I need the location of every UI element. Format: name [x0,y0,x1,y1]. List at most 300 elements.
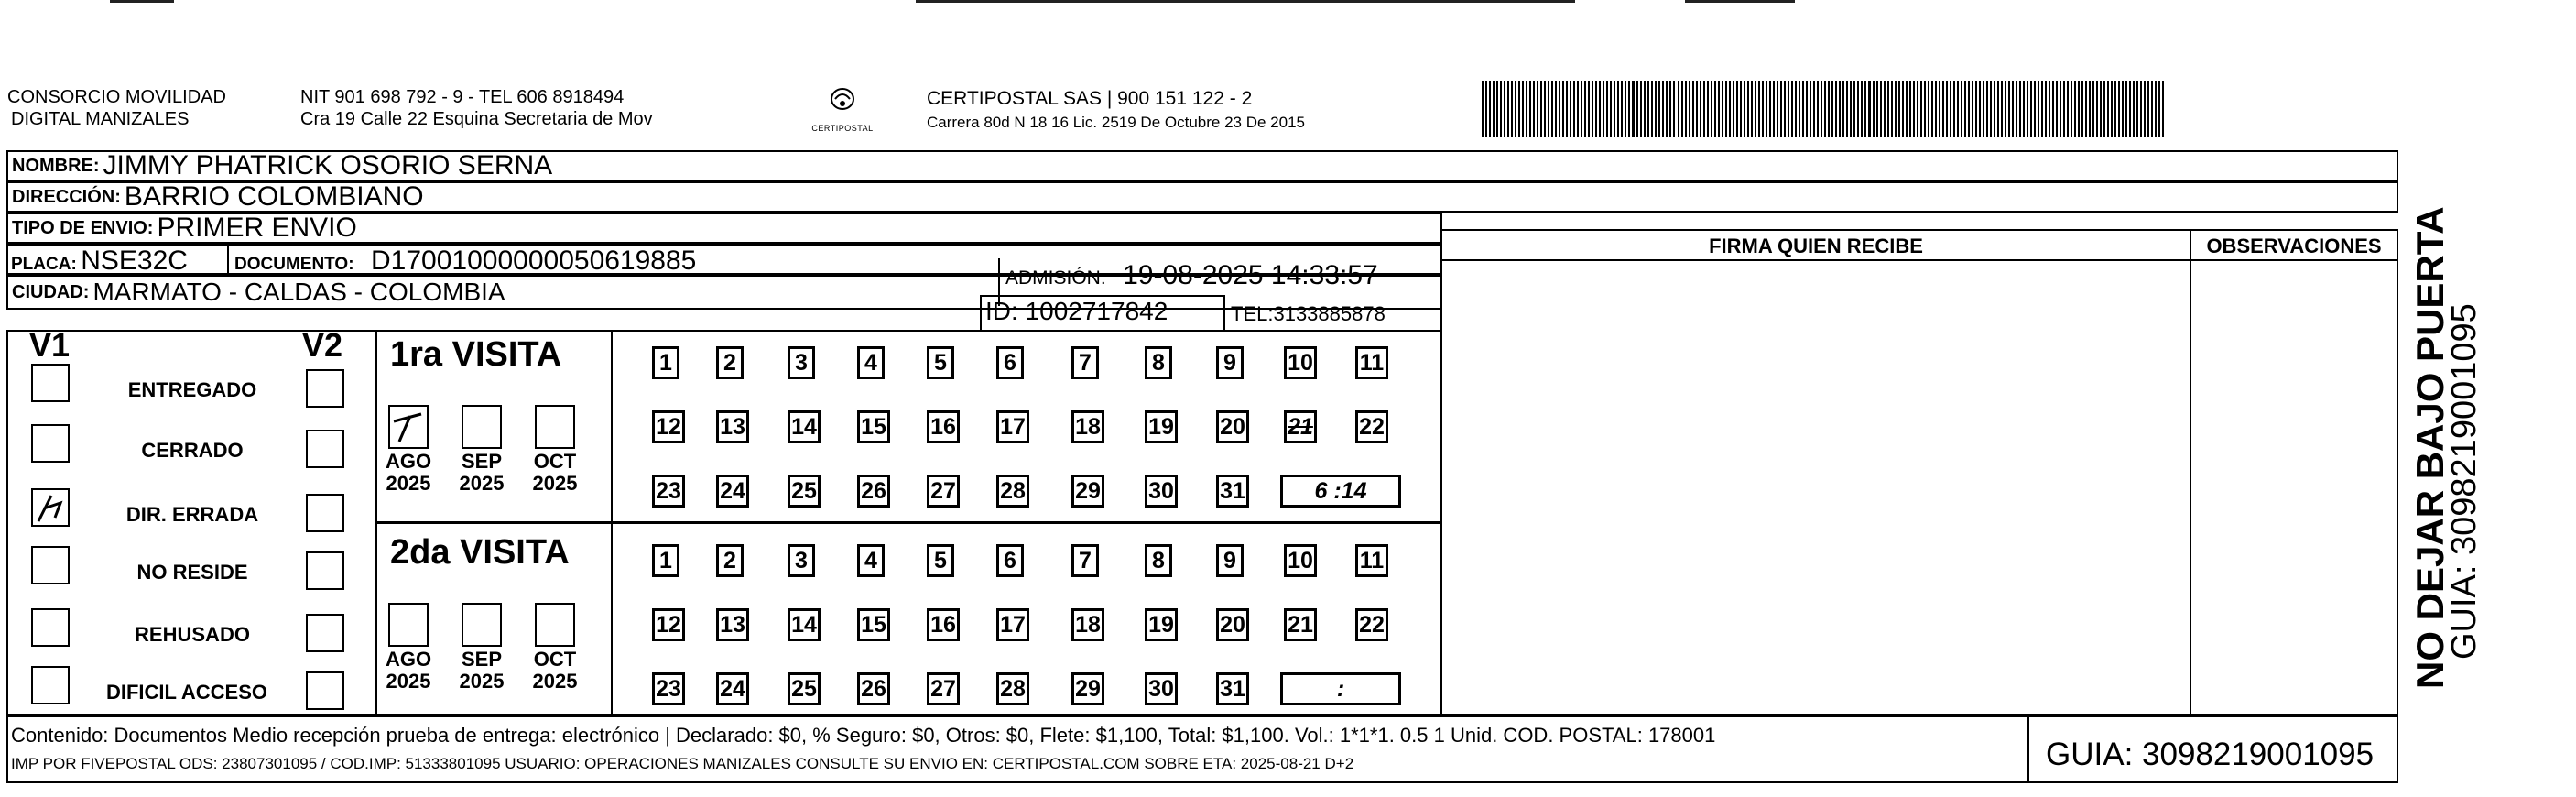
day-box[interactable]: 10 [1284,544,1317,577]
barcode-bar [1647,81,1649,137]
barcode-bar [1573,81,1575,137]
barcode-bar [2012,81,2014,137]
barcode-bar [1570,81,1571,137]
month-year: 2025 [532,472,578,495]
day-box[interactable]: 22 [1355,608,1388,641]
footer-divider [2027,715,2029,783]
tel-cell [1231,302,1386,326]
firma-area [1440,229,2191,715]
barcode-bar [1707,81,1709,137]
day-box[interactable]: 13 [716,608,749,641]
day-box[interactable]: 29 [1071,475,1104,508]
day-box[interactable]: 6 [996,346,1024,379]
day-box[interactable]: 21 [1284,608,1317,641]
barcode-bar [1928,81,1929,137]
time-box[interactable]: 6 :14 [1280,475,1401,508]
top-edge-line-2 [916,0,1575,3]
barcode-bar [1931,81,1933,137]
barcode-bar [2085,81,2087,137]
barcode-bar [1758,81,1760,137]
v2-checkbox[interactable] [306,430,344,468]
barcode-bar [1828,81,1830,137]
barcode-bar [1685,81,1687,137]
barcode-bar [1898,81,1900,137]
barcode-bar [1544,81,1546,137]
day-box[interactable]: 6 [996,544,1024,577]
barcode-bar [1655,81,1657,137]
status-label: ENTREGADO [127,378,257,401]
barcode-bar [1953,81,1955,137]
barcode-bar [1617,81,1619,137]
barcode-bar [2019,81,2021,137]
placa-cell [11,246,188,277]
v1-checkbox[interactable] [31,364,70,402]
barcode-bar [2100,81,2102,137]
barcode-bar [2118,81,2120,137]
v2-header: V2 [302,326,343,364]
v2-checkbox[interactable] [306,551,344,590]
day-box[interactable]: 19 [1145,410,1178,443]
barcode-bar [1972,81,1973,137]
sender-nit: NIT 901 698 792 - 9 - TEL 606 8918494 [300,87,625,107]
barcode-bar [1946,81,1948,137]
barcode-bar [1853,81,1855,137]
month-name: OCT [533,450,577,473]
ciudad-label: CIUDAD: [12,281,90,302]
barcode-bar [1606,81,1608,137]
barcode-bar [1755,81,1756,137]
day-box[interactable]: 13 [716,410,749,443]
day-box[interactable]: 30 [1145,475,1178,508]
barcode-bar [1696,81,1698,137]
day-box[interactable]: 7 [1071,346,1099,379]
visit2-title: 2da VISITA [390,533,570,572]
day-box[interactable]: 9 [1216,346,1244,379]
barcode-bar [1592,81,1593,137]
barcode-bar [1791,81,1793,137]
courier-name: CERTIPOSTAL SAS | 900 151 122 - 2 [927,88,1253,109]
barcode-bar [1810,81,1811,137]
courier-logo [806,81,879,136]
barcode-bar [2016,81,2017,137]
barcode-bar [1740,81,1742,137]
barcode-bar [1733,81,1734,137]
month-label [381,649,436,693]
barcode-bar [1968,81,1970,137]
day-box[interactable]: 5 [927,346,954,379]
barcode-bar [1788,81,1789,137]
sender-company-line2: DIGITAL MANIZALES [11,109,190,129]
sender-company-line1: CONSORCIO MOVILIDAD [7,87,226,107]
v1-checkbox[interactable] [31,666,70,704]
day-box[interactable]: 8 [1145,346,1172,379]
barcode-bar [1625,81,1626,137]
day-box[interactable]: 11 [1355,544,1388,577]
barcode-bar [2030,81,2032,137]
month-checkbox[interactable] [535,603,575,647]
barcode-bar [1678,81,1679,137]
barcode-bar [1515,81,1516,137]
v1-checkbox[interactable] [31,608,70,647]
day-box[interactable]: 28 [996,475,1029,508]
day-box[interactable]: 2 [716,544,744,577]
barcode-bar [1581,81,1582,137]
barcode-bar [1493,81,1495,137]
placa-label: PLACA: [11,255,77,274]
day-box[interactable]: 15 [857,608,890,641]
barcode-bar [1540,81,1542,137]
top-edge-line-3 [1685,0,1795,3]
barcode-bar [1983,81,1984,137]
barcode [1482,81,2168,139]
day-box[interactable]: 18 [1071,410,1104,443]
barcode-bar [1640,81,1642,137]
barcode-bar [2129,81,2131,137]
day-box[interactable]: 10 [1284,346,1317,379]
day-box[interactable]: 31 [1216,475,1249,508]
barcode-bar [1651,81,1653,137]
barcode-bar [2096,81,2098,137]
barcode-bar [1689,81,1690,137]
documento-label: DOCUMENTO: [234,255,354,274]
month-label [381,451,436,495]
barcode-bar [1662,81,1664,137]
v1-checkbox[interactable] [31,546,70,584]
barcode-bar [1777,81,1778,137]
day-box[interactable]: 11 [1355,346,1388,379]
day-box[interactable]: 14 [788,410,821,443]
day-box[interactable]: 18 [1071,608,1104,641]
nombre-row [6,150,2398,181]
day-box[interactable]: 5 [927,544,954,577]
v2-checkbox[interactable] [306,671,344,710]
barcode-bar [2136,81,2138,137]
day-box[interactable]: 17 [996,410,1029,443]
day-box[interactable]: 19 [1145,608,1178,641]
barcode-bar [2144,81,2146,137]
firma-header: FIRMA QUIEN RECIBE [1709,235,1923,257]
barcode-bar [1489,81,1491,137]
day-box[interactable]: 1 [652,346,679,379]
barcode-bar [2008,81,2010,137]
barcode-bar [1762,81,1764,137]
barcode-bar [1566,81,1568,137]
barcode-bar [2147,81,2149,137]
courier-logo-caption: CERTIPOSTAL [811,124,874,133]
month-year: 2025 [386,670,431,693]
direccion-row [6,181,2398,213]
barcode-bar [1902,81,1904,137]
barcode-bar [1824,81,1826,137]
day-box[interactable]: 9 [1216,544,1244,577]
handwritten-mark-icon [33,490,68,525]
barcode-bar [2092,81,2094,137]
barcode-bar [1747,81,1749,137]
barcode-bar [1975,81,1977,137]
barcode-bar [2049,81,2050,137]
barcode-bar [1673,81,1675,137]
status-label: DIR. ERRADA [125,503,259,526]
barcode-bar [1806,81,1808,137]
barcode-bar [1485,81,1487,137]
month-checkbox[interactable] [462,603,502,647]
day-box[interactable]: 27 [927,475,960,508]
barcode-bar [2158,81,2160,137]
barcode-bar [2074,81,2076,137]
barcode-bar [1559,81,1560,137]
day-box[interactable]: 31 [1216,672,1249,705]
barcode-bar [2122,81,2124,137]
top-edge-line-1 [110,0,174,3]
barcode-bar [1994,81,1995,137]
ciudad-value: MARMATO - CALDAS - COLOMBIA [92,278,505,306]
barcode-bar [2103,81,2105,137]
barcode-bar [2063,81,2065,137]
barcode-bar [1628,81,1630,137]
barcode-bar [2151,81,2153,137]
footer-contenido: Contenido: Documentos Medio recepción prueba de entrega: electrónico | Declarado: $0, % Seguro: $0, Otros: $0, Flete: $1,100, Total: $1,100. Vol.: 1*1*1. 0.5 1 Unid. COD. POSTAL: 178001 [11,724,1716,747]
status-label: CERRADO [141,439,244,462]
barcode-bar [2162,81,2164,137]
barcode-bar [1821,81,1822,137]
month-checkbox[interactable] [462,405,502,449]
barcode-bar [1666,81,1668,137]
tel-label: TEL: [1231,302,1274,325]
ciudad-row [6,275,1442,310]
barcode-bar [1795,81,1797,137]
barcode-bar [1850,81,1852,137]
barcode-bar [1692,81,1694,137]
barcode-bar [1906,81,1908,137]
barcode-bar [2001,81,2003,137]
barcode-bar [1876,81,1878,137]
barcode-bar [2060,81,2061,137]
barcode-bar [1562,81,1564,137]
barcode-bar [2045,81,2047,137]
tipo-envio-row [6,213,1442,244]
day-box[interactable]: 3 [788,544,815,577]
barcode-bar [1773,81,1775,137]
day-box[interactable]: 23 [652,672,685,705]
barcode-bar [1939,81,1940,137]
month-label [454,451,509,495]
barcode-bar [1802,81,1804,137]
barcode-bar [1725,81,1727,137]
day-box[interactable]: 16 [927,410,960,443]
barcode-bar [1861,81,1863,137]
barcode-bar [1529,81,1531,137]
day-box[interactable]: 24 [716,672,749,705]
barcode-bar [1614,81,1615,137]
barcode-bar [1751,81,1753,137]
barcode-bar [1935,81,1937,137]
day-box[interactable]: 17 [996,608,1029,641]
barcode-bar [1507,81,1509,137]
barcode-bar [1909,81,1911,137]
barcode-bar [2041,81,2043,137]
barcode-bar [1658,81,1660,137]
day-box[interactable]: 25 [788,475,821,508]
barcode-bar [1537,81,1538,137]
barcode-bar [2111,81,2113,137]
time-box[interactable]: : [1280,672,1401,705]
day-box[interactable]: 4 [857,544,885,577]
day-box[interactable]: 27 [927,672,960,705]
barcode-bar [1603,81,1604,137]
month-name: AGO [385,450,432,473]
barcode-bar [2140,81,2142,137]
id-value: 1002717842 [1025,297,1168,325]
barcode-bar [1533,81,1535,137]
barcode-bar [1813,81,1815,137]
barcode-bar [1669,81,1671,137]
barcode-bar [2078,81,2080,137]
side-guia: GUIA: 3098219001095 [2445,303,2484,660]
barcode-bar [1891,81,1893,137]
barcode-bar [1636,81,1638,137]
v1-header: V1 [29,326,71,364]
barcode-bar [1644,81,1646,137]
certipostal-logo-icon [806,81,879,119]
tel-value: 3133885878 [1273,302,1386,325]
v2-checkbox[interactable] [306,614,344,652]
day-box[interactable]: 29 [1071,672,1104,705]
month-year: 2025 [532,670,578,693]
barcode-bar [1846,81,1848,137]
barcode-bar [1924,81,1926,137]
barcode-bar [1722,81,1723,137]
barcode-bar [1895,81,1897,137]
day-box[interactable]: 2 [716,346,744,379]
day-box[interactable]: 25 [788,672,821,705]
v2-checkbox[interactable] [306,494,344,532]
day-box[interactable]: 26 [857,672,890,705]
day-box[interactable]: 21 [1284,410,1317,443]
barcode-bar [1857,81,1859,137]
placa-divider [227,244,229,275]
day-box[interactable]: 30 [1145,672,1178,705]
id-label: ID: [985,297,1018,325]
v1-checkbox[interactable] [31,424,70,463]
status-label: DIFICIL ACCESO [105,681,267,704]
day-box[interactable]: 3 [788,346,815,379]
barcode-bar [1736,81,1738,137]
observaciones-header: OBSERVACIONES [2206,235,2382,257]
barcode-bar [1880,81,1882,137]
barcode-bar [2133,81,2135,137]
barcode-bar [1511,81,1513,137]
barcode-bar [1551,81,1553,137]
month-checkbox[interactable] [535,405,575,449]
barcode-bar [2034,81,2036,137]
status-label: NO RESIDE [136,561,248,584]
day-box[interactable]: 7 [1071,544,1099,577]
barcode-bar [1526,81,1527,137]
barcode-bar [1873,81,1875,137]
month-year: 2025 [386,472,431,495]
status-label: REHUSADO [135,623,250,646]
day-box[interactable]: 20 [1216,410,1249,443]
handwritten-mark-icon [390,407,427,447]
barcode-bar [1961,81,1962,137]
day-box[interactable]: 4 [857,346,885,379]
barcode-bar [1555,81,1557,137]
barcode-bar [1744,81,1745,137]
day-box[interactable]: 15 [857,410,890,443]
courier-address: Carrera 80d N 18 16 Lic. 2519 De Octubre 23 De 2015 [927,114,1305,131]
day-box[interactable]: 1 [652,544,679,577]
barcode-bar [2155,81,2157,137]
barcode-bar [2056,81,2058,137]
day-box[interactable]: 12 [652,608,685,641]
direccion-label: DIRECCIÓN: [12,186,121,207]
barcode-bar [1595,81,1597,137]
barcode-bar [2114,81,2116,137]
day-box[interactable]: 26 [857,475,890,508]
month-name: SEP [461,450,503,473]
barcode-bar [1599,81,1601,137]
barcode-bar [1942,81,1944,137]
v1-checkbox[interactable] [31,488,70,527]
barcode-bar [1518,81,1520,137]
tipo-value: PRIMER ENVIO [157,213,357,243]
day-box[interactable]: 16 [927,608,960,641]
side-warning: NO DEJAR BAJO PUERTA [2408,206,2451,689]
barcode-bar [1864,81,1866,137]
barcode-bar [1766,81,1767,137]
month-checkbox[interactable] [388,405,429,449]
admision-label: ADMISIÓN: [1005,267,1106,289]
barcode-bar [1835,81,1837,137]
tipo-label: TIPO DE ENVIO: [12,217,154,238]
month-checkbox[interactable] [388,603,429,647]
barcode-bar [1700,81,1701,137]
direccion-value: BARRIO COLOMBIANO [124,181,424,212]
barcode-bar [1784,81,1786,137]
barcode-bar [2081,81,2083,137]
day-box[interactable]: 28 [996,672,1029,705]
barcode-bar [2027,81,2028,137]
barcode-bar [1839,81,1841,137]
barcode-bar [1769,81,1771,137]
day-box[interactable]: 12 [652,410,685,443]
month-year: 2025 [459,472,505,495]
v2-checkbox[interactable] [306,369,344,408]
barcode-bar [1711,81,1712,137]
barcode-bar [1500,81,1502,137]
barcode-bar [1577,81,1579,137]
barcode-bar [1990,81,1992,137]
barcode-bar [1522,81,1524,137]
barcode-bar [1979,81,1981,137]
observaciones-area [2190,229,2398,715]
barcode-bar [1868,81,1871,137]
day-box[interactable]: 23 [652,475,685,508]
placa-value: NSE32C [81,246,188,276]
barcode-bar [1548,81,1549,137]
month-label [454,649,509,693]
barcode-bar [1920,81,1922,137]
day-box[interactable]: 22 [1355,410,1388,443]
day-box[interactable]: 14 [788,608,821,641]
barcode-bar [1621,81,1623,137]
month-name: SEP [461,648,503,671]
day-box[interactable]: 20 [1216,608,1249,641]
day-box[interactable]: 24 [716,475,749,508]
day-box[interactable]: 8 [1145,544,1172,577]
month-year: 2025 [459,670,505,693]
barcode-bar [1681,81,1683,137]
